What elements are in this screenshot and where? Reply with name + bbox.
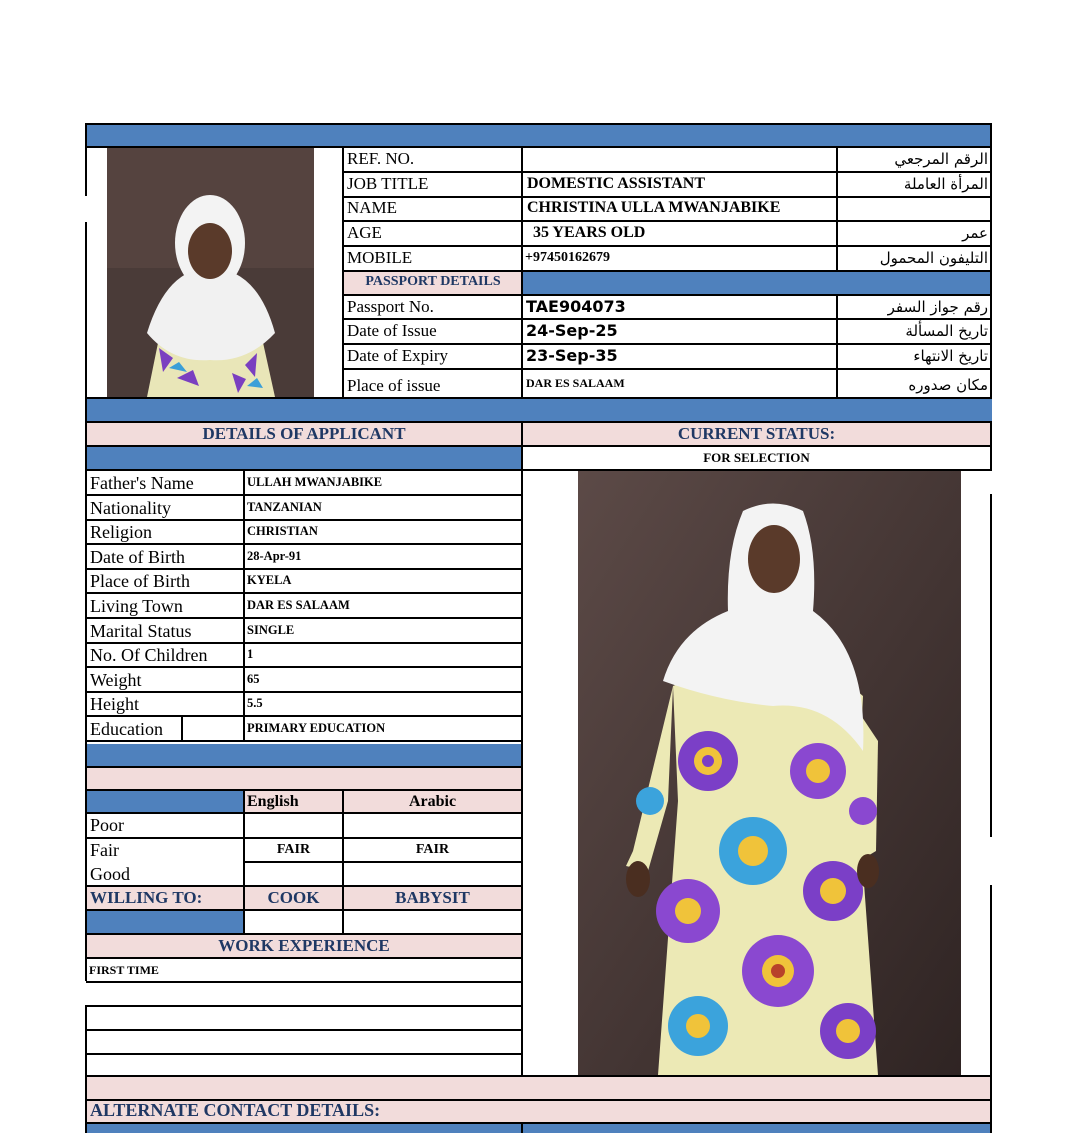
applicant-row-value: DAR ES SALAAM [247, 598, 350, 612]
passport-no-arabic: رقم جواز السفر [887, 298, 988, 316]
lang-level-poor: Poor [90, 815, 125, 835]
applicant-portrait-photo [107, 148, 314, 397]
applicant-row-value: 5.5 [247, 696, 263, 710]
work-experience-title: WORK EXPERIENCE [218, 936, 390, 955]
applicant-row-label: Weight [90, 670, 142, 690]
willing-item-cook: COOK [267, 888, 320, 907]
applicant-row-value: SINGLE [247, 623, 295, 637]
applicant-row-label: Marital Status [90, 621, 192, 641]
age-label: AGE [347, 223, 382, 242]
work-experience-entry: FIRST TIME [89, 963, 159, 977]
mobile-value: +97450162679 [525, 250, 610, 265]
willing-to-label: WILLING TO: [90, 888, 203, 907]
lang-fair-arabic: FAIR [415, 842, 450, 857]
applicant-row-label: Living Town [90, 596, 183, 616]
passport-details-title: PASSPORT DETAILS [365, 274, 501, 289]
willing-item-babysit: BABYSIT [395, 888, 470, 907]
name-value: CHRISTINA ULLA MWANJABIKE [527, 199, 781, 216]
applicant-full-length-photo [578, 471, 961, 1075]
top-band [86, 124, 992, 147]
lang-header-arabic: Arabic [408, 793, 457, 810]
date-of-expiry-arabic: تاريخ الانتهاء [913, 347, 988, 365]
applicant-row-value: 65 [247, 672, 260, 686]
applicant-row-value: CHRISTIAN [247, 524, 318, 538]
applicant-row-label: Place of Birth [90, 571, 190, 591]
applicant-row-value: KYELA [247, 573, 292, 587]
mobile-label: MOBILE [347, 248, 413, 267]
applicant-row-label: Nationality [90, 498, 171, 518]
applicant-row-label: Father's Name [90, 473, 194, 493]
date-of-issue-label: Date of Issue [347, 321, 437, 340]
applicant-row-value: TANZANIAN [247, 500, 322, 514]
lang-level-fair: Fair [90, 840, 119, 860]
job-title-label: JOB TITLE [347, 174, 429, 193]
passport-no-value: TAE904073 [526, 297, 626, 316]
applicant-row-value: ULLAH MWANJABIKE [247, 475, 383, 489]
name-label: NAME [347, 198, 398, 217]
applicant-row-label: Date of Birth [90, 547, 185, 567]
date-of-expiry-value: 23-Sep-35 [526, 346, 618, 365]
date-of-expiry-label: Date of Expiry [347, 346, 449, 365]
lang-fair-english: FAIR [276, 842, 311, 857]
job-title-value: DOMESTIC ASSISTANT [527, 175, 705, 192]
ref-no-label: REF. NO. [347, 149, 415, 168]
applicant-row-label: No. Of Children [90, 645, 208, 665]
applicant-row-label: Religion [90, 522, 152, 542]
passport-no-label: Passport No. [347, 297, 434, 316]
date-of-issue-arabic: تاريخ المسألة [905, 322, 988, 340]
applicant-row-label: Education [90, 719, 163, 739]
current-status-title: CURRENT STATUS: [677, 424, 836, 443]
details-of-applicant-title: DETAILS OF APPLICANT [202, 424, 406, 443]
mobile-arabic: التليفون المحمول [879, 249, 988, 267]
date-of-issue-value: 24-Sep-25 [526, 321, 618, 340]
job-title-arabic: المرأة العاملة [903, 175, 988, 193]
place-of-issue-label: Place of issue [347, 376, 441, 395]
place-of-issue-arabic: مكان صدوره [908, 376, 988, 394]
lang-header-english: English [247, 793, 299, 810]
place-of-issue-value: DAR ES SALAAM [526, 376, 625, 390]
ref-no-arabic: الرقم المرجعي [894, 150, 988, 168]
applicant-row-label: Height [90, 694, 139, 714]
applicant-row-value: PRIMARY EDUCATION [247, 721, 386, 735]
applicant-row-value: 28-Apr-91 [247, 549, 302, 563]
alternate-contact-title: ALTERNATE CONTACT DETAILS: [90, 1100, 381, 1120]
age-arabic: عمر [962, 224, 988, 242]
current-status-value: FOR SELECTION [703, 450, 810, 465]
lang-level-good: Good [90, 864, 130, 884]
age-value: 35 YEARS OLD [533, 224, 646, 241]
applicant-row-value: 1 [247, 647, 254, 661]
